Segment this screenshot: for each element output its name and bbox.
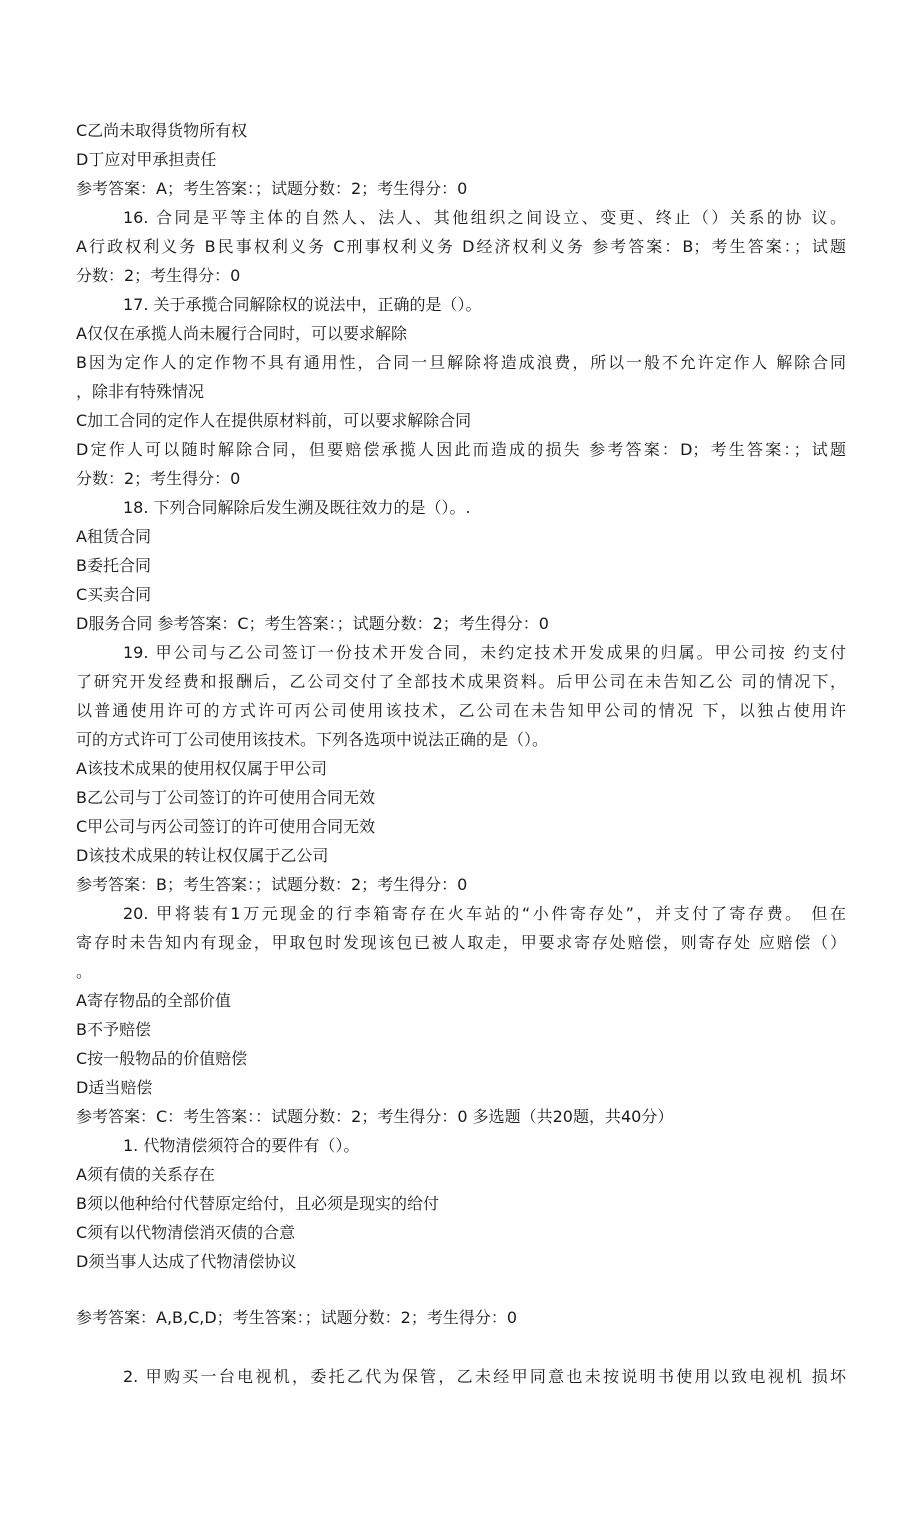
option-line: D服务合同 参考答案：C；考生答案：；试题分数：2；考生得分：0 [76, 614, 549, 633]
text-line: D丁应对甲承担责任 [76, 150, 217, 169]
text-line: 寄存时未告知内有现金，甲取包时发现该包已被人取走，甲要求寄存处赔偿，则寄存处 应赔偿（） [76, 933, 846, 952]
option-line: C加工合同的定作人在提供原材料前，可以要求解除合同 [76, 411, 472, 430]
option-line: C须有以代物清偿消灭债的合意 [76, 1223, 296, 1242]
option-line: B须以他种给付代替原定给付，且必须是现实的给付 [76, 1194, 439, 1213]
text-line: 以普通使用许可的方式许可丙公司使用该技术，乙公司在未告知甲公司的情况 下，以独占使用许 [76, 701, 846, 720]
answer-line: 参考答案：C：考生答案：：试题分数：2；考生得分：0 多选题（共20题，共40分） [76, 1107, 674, 1126]
question-multi-2: 2. 甲购买一台电视机，委托乙代为保管，乙未经甲同意也未按说明书使用以致电视机 损坏 [123, 1367, 846, 1386]
option-line: A该技术成果的使用权仅属于甲公司 [76, 759, 327, 778]
text-line: 了研究开发经费和报酬后，乙公司交付了全部技术成果资料。后甲公司在未告知乙公 司的情况下， [76, 672, 846, 691]
answer-line: 参考答案：B；考生答案：；试题分数：2；考生得分：0 [76, 875, 468, 894]
option-line: C买卖合同 [76, 585, 152, 604]
question-18: 18. 下列合同解除后发生溯及既往效力的是（）。. [123, 498, 471, 517]
question-16: 16. 合同是平等主体的自然人、法人、其他组织之间设立、变更、终止（）关系的协 议。 [123, 208, 846, 227]
option-line: D适当赔偿 [76, 1078, 153, 1097]
answer-line: 参考答案：A；考生答案：；试题分数：2；考生得分：0 [76, 179, 468, 198]
option-line: A须有债的关系存在 [76, 1165, 215, 1184]
question-multi-1: 1. 代物清偿须符合的要件有（）。 [123, 1136, 360, 1155]
option-line: B不予赔偿 [76, 1020, 151, 1039]
text-line: C乙尚未取得货物所有权 [76, 121, 248, 140]
option-line: B委托合同 [76, 556, 151, 575]
answer-line: 参考答案：A,B,C,D；考生答案：；试题分数：2；考生得分：0 [76, 1308, 518, 1327]
option-line: A租赁合同 [76, 527, 151, 546]
option-line: B乙公司与丁公司签订的许可使用合同无效 [76, 788, 375, 807]
text-line: 。 [76, 962, 93, 981]
question-17: 17. 关于承揽合同解除权的说法中，正确的是（）。 [123, 295, 482, 314]
option-line: C甲公司与丙公司签订的许可使用合同无效 [76, 817, 376, 836]
question-19: 19. 甲公司与乙公司签订一份技术开发合同，未约定技术开发成果的归属。甲公司按 约支付 [123, 643, 846, 662]
text-line: A行政权利义务 B民事权利义务 C刑事权利义务 D经济权利义务 参考答案：B；考生答案：；试题 [76, 237, 846, 256]
text-line: 分数：2；考生得分：0 [76, 266, 241, 285]
text-line: ，除非有特殊情况 [76, 382, 205, 401]
text-line: 分数：2；考生得分：0 [76, 469, 241, 488]
question-20: 20. 甲将装有1万元现金的行李箱寄存在火车站的“小件寄存处”，并支付了寄存费。 但在 [123, 904, 846, 923]
option-line: D该技术成果的转让权仅属于乙公司 [76, 846, 329, 865]
text-line: 可的方式许可丁公司使用该技术。下列各选项中说法正确的是（）。 [76, 730, 549, 749]
option-line: B因为定作人的定作物不具有通用性，合同一旦解除将造成浪费，所以一般不允许定作人 解除合同 [76, 353, 846, 372]
option-line: D须当事人达成了代物清偿协议 [76, 1252, 297, 1271]
option-line: A寄存物品的全部价值 [76, 991, 231, 1010]
option-line: D定作人可以随时解除合同，但要赔偿承揽人因此而造成的损失 参考答案：D；考生答案：；试题 [76, 440, 846, 459]
option-line: C按一般物品的价值赔偿 [76, 1049, 248, 1068]
option-line: A仅仅在承揽人尚未履行合同时，可以要求解除 [76, 324, 407, 343]
